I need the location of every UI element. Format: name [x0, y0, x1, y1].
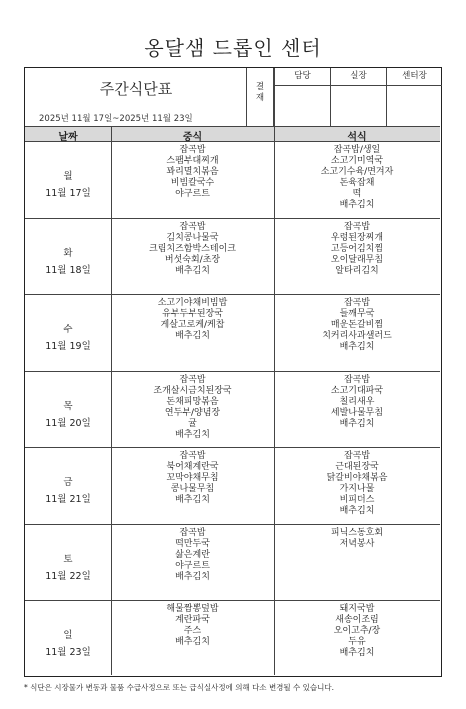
menu-item: 야구르트: [175, 560, 210, 571]
menu-item: 칠리새우: [339, 396, 375, 407]
menu-item: 세발나물무침: [330, 407, 384, 418]
menu-item: 배추김치: [339, 506, 375, 516]
menu-item: 저녁봉사: [339, 538, 375, 549]
menu-item: 우렁된장찌개: [330, 232, 384, 243]
menu-item: 소고기대파국: [330, 385, 384, 396]
header-lunch: 중식: [182, 132, 203, 143]
approval-head: 담당: [275, 68, 330, 86]
menu-item: 배추김치: [339, 342, 375, 352]
sheet-subtitle: 주간식단표: [99, 80, 173, 98]
menu-item: 배추김치: [339, 418, 375, 429]
table-row: [25, 372, 440, 449]
menu-item: 꽈리멸치볶음: [166, 167, 219, 177]
lunch-menu: [111, 145, 274, 200]
menu-item: 김치콩나물국: [166, 232, 219, 243]
menu-item: 돈채피망볶음: [166, 396, 219, 407]
menu-item: 오이달래무침: [330, 254, 384, 265]
menu-item: 잡곡밥: [343, 298, 371, 308]
day-date: 11월 20일: [45, 417, 91, 429]
menu-item: 가지나물: [339, 484, 375, 494]
menu-item: 떡: [352, 189, 362, 199]
weekday: 월: [63, 171, 73, 182]
day-date: 11월 18일: [45, 264, 91, 276]
approval-box: [274, 68, 442, 126]
lunch-menu: [111, 604, 274, 648]
approval-head: 센터장: [387, 68, 442, 86]
weekday: 일: [63, 630, 73, 641]
menu-item: 돼지국밥: [339, 604, 375, 614]
menu-item: 새송이조림: [335, 615, 379, 625]
menu-item: 돈육잡채: [339, 178, 375, 188]
day-cell: [25, 474, 111, 508]
menu-item: 잡곡밥: [343, 221, 371, 232]
weekday: 토: [63, 553, 73, 565]
menu-item: 해물짬뽕덮밥: [166, 604, 219, 614]
approval-label-text: 결 재: [255, 82, 265, 103]
menu-item: 오이고추/장: [333, 626, 381, 636]
menu-item: 근대된장국: [335, 462, 379, 472]
header-date: 날짜: [58, 132, 78, 143]
lunch-menu: [111, 298, 274, 342]
sheet-header: [25, 68, 247, 126]
weekday: 목: [63, 400, 73, 412]
day-date: 11월 17일: [45, 188, 91, 199]
table-row: [25, 601, 440, 678]
menu-item: 닭갈비야채볶음: [326, 473, 388, 483]
menu-item: 게살고로케/케찹: [160, 320, 225, 330]
approval-cell-3: [386, 68, 442, 126]
menu-item: 북어채계란국: [166, 462, 219, 472]
menu-item: 스팸부대찌개: [166, 156, 219, 166]
menu-item: 치커리사과샐러드: [322, 331, 392, 341]
menu-item: 잡곡밥: [179, 374, 206, 385]
day-cell: [25, 245, 111, 279]
dinner-menu: [274, 451, 440, 517]
table-header: [25, 126, 440, 142]
table-row: [25, 142, 440, 219]
menu-item: 배추김치: [339, 648, 375, 658]
menu-item: 잡곡밥/생일: [333, 145, 381, 155]
table-row: [25, 295, 440, 372]
menu-item: 들깨무국: [339, 309, 375, 319]
menu-item: 두유: [348, 637, 366, 647]
menu-item: 배추김치: [175, 265, 210, 276]
menu-item: 버섯숙회/초장: [164, 254, 221, 265]
day-date: 11월 19일: [45, 341, 91, 352]
menu-item: 소고기미역국: [330, 156, 384, 166]
menu-item: 소고기야채비빔밥: [157, 298, 228, 308]
menu-item: 조개살시금치된장국: [153, 385, 232, 396]
approval-label: [247, 68, 274, 126]
menu-item: 비빔칼국수: [170, 178, 215, 188]
lunch-menu: [111, 222, 274, 277]
day-date: 11월 23일: [45, 647, 91, 658]
day-cell: [25, 321, 111, 355]
day-date: 11월 21일: [45, 494, 91, 505]
menu-item: 잡곡밥: [343, 451, 371, 461]
menu-item: 잡곡밥: [343, 374, 371, 385]
menu-item: 주스: [183, 626, 202, 636]
approval-head: 실장: [331, 68, 386, 86]
menu-item: 비피더스: [339, 495, 375, 505]
header-dinner: 석식: [347, 132, 367, 143]
weekday: 화: [63, 247, 73, 259]
menu-item: 잡곡밥: [179, 527, 206, 538]
menu-item: 삶은계란: [175, 549, 210, 560]
dinner-menu: [274, 222, 440, 277]
dinner-menu: [274, 375, 440, 430]
menu-item: 야구르트: [175, 189, 210, 199]
day-cell: [25, 168, 111, 202]
approval-cell-1: [274, 68, 330, 126]
menu-item: 배추김치: [175, 331, 210, 341]
day-cell: [25, 627, 111, 661]
menu-item: 매운돈갈비찜: [330, 320, 384, 330]
menu-item: 배추김치: [175, 429, 210, 440]
day-date: 11월 22일: [45, 570, 91, 582]
table-row: [25, 219, 440, 296]
menu-item: 떡만두국: [175, 538, 210, 549]
page-title: 옹달샘 드롭인 센터: [144, 36, 322, 60]
menu-item: 고등어김치찜: [330, 243, 384, 254]
table-row: [25, 448, 440, 525]
dinner-menu: [274, 145, 440, 211]
weekday: 수: [63, 324, 73, 335]
menu-item: 귤: [188, 418, 197, 429]
lunch-menu: [111, 451, 274, 506]
menu-item: 콩나물무침: [170, 484, 215, 494]
lunch-menu: [111, 528, 274, 583]
dinner-menu: [274, 528, 440, 550]
approval-cell-2: [330, 68, 386, 126]
menu-item: 연두부/양념장: [164, 407, 221, 418]
menu-item: 꼬막야채무침: [166, 473, 219, 483]
dinner-menu: [274, 604, 440, 659]
menu-item: 크림치즈함박스테이크: [149, 243, 236, 254]
day-cell: [25, 551, 111, 585]
dinner-menu: [274, 298, 440, 353]
menu-item: 잡곡밥: [179, 451, 206, 461]
menu-item: 잡곡밥: [179, 145, 206, 155]
menu-item: 배추김치: [175, 495, 210, 505]
menu-item: 계란파국: [175, 615, 210, 625]
menu-item: 배추김치: [175, 571, 210, 582]
menu-item: 유부두부된장국: [162, 309, 223, 319]
menu-item: 배추김치: [339, 200, 375, 210]
menu-item: 잡곡밥: [179, 221, 206, 232]
menu-sheet: [24, 67, 442, 677]
menu-item: 피닉스동호회: [330, 527, 384, 538]
date-range: 2025년 11월 17일~2025년 11월 23일: [39, 114, 193, 124]
lunch-menu: [111, 375, 274, 441]
menu-item: 배추김치: [175, 637, 210, 647]
day-cell: [25, 398, 111, 432]
weekday: 금: [63, 477, 73, 488]
menu-item: 알타리김치: [335, 265, 379, 276]
footnote: * 식단은 시장물가 변동과 물품 수급사정으로 또는 급식실사정에 의해 다소 변경될 수 있습니다.: [24, 683, 335, 692]
menu-item: 소고기수육/면겨자: [320, 167, 394, 177]
table-row: [25, 525, 440, 602]
